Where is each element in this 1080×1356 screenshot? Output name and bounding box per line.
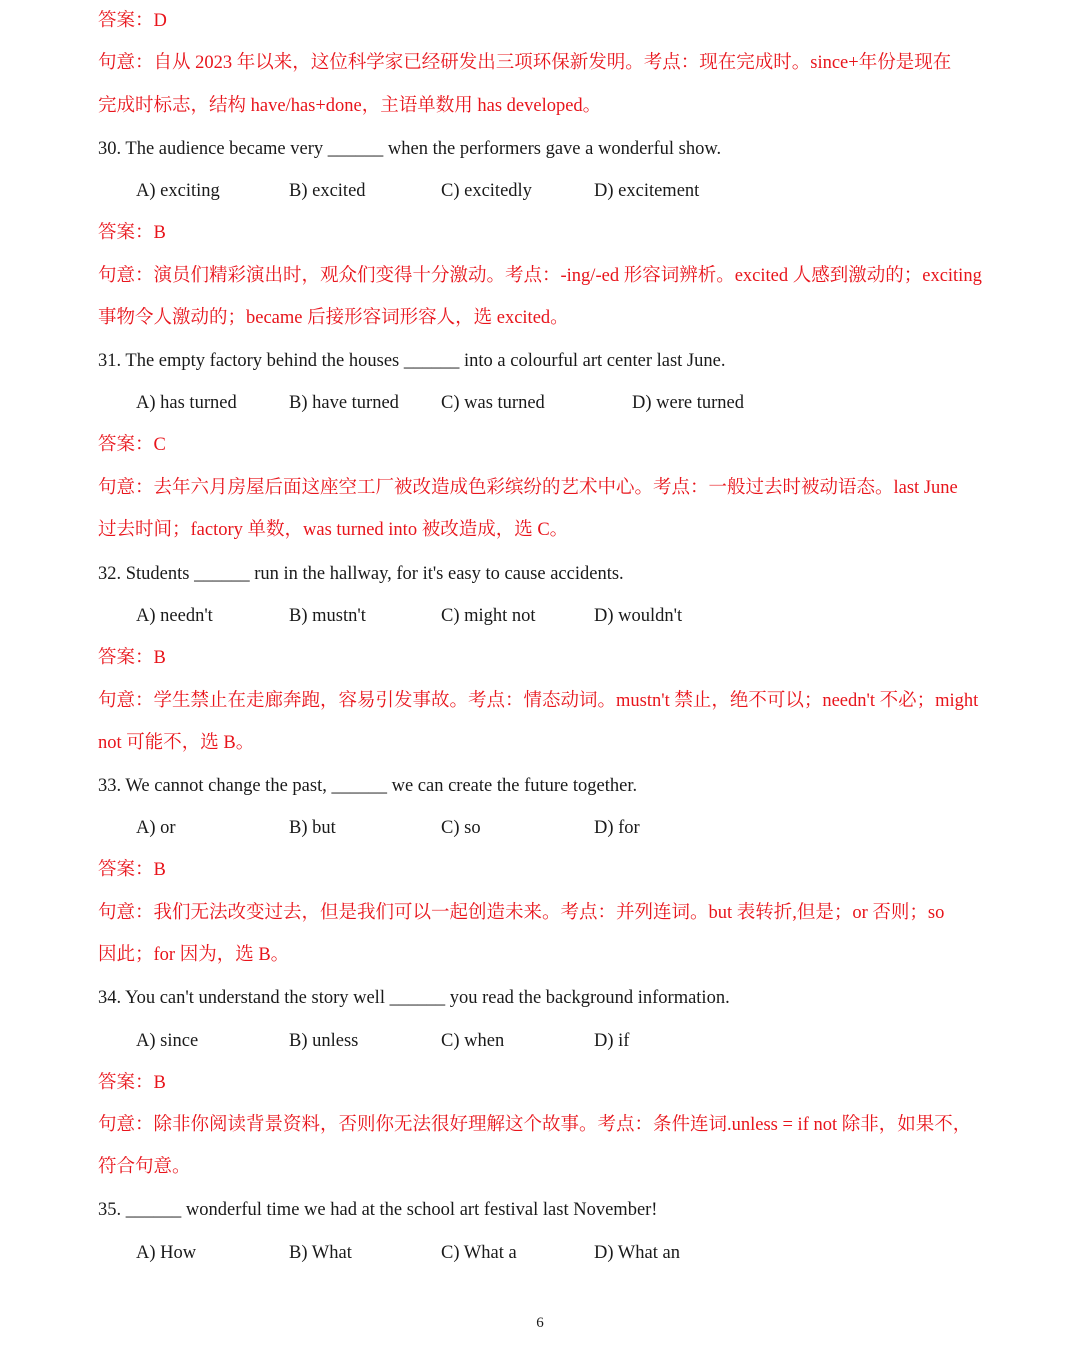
analysis-line: 符合句意。 [98, 1157, 191, 1177]
analysis-line: 句意：我们无法改变过去，但是我们可以一起创造未来。考点：并列连词。but 表转折,但是；or 否则；so [98, 903, 945, 923]
answer-line: 答案：B [98, 648, 166, 668]
answer-line: 答案：B [98, 1073, 166, 1093]
option-c: C) when [441, 1031, 505, 1051]
option-b: B) have turned [289, 393, 399, 413]
answer-line: 答案：C [98, 435, 166, 455]
option-c: C) might not [441, 606, 536, 626]
option-b: B) but [289, 818, 336, 838]
analysis-line: 事物令人激动的；became 后接形容词形容人，选 excited。 [98, 308, 569, 328]
answer-line: 答案：B [98, 860, 166, 880]
question-stem: 31. The empty factory behind the houses ______ into a colourful art center last June. [98, 351, 726, 371]
answer-line: 答案：B [98, 223, 166, 243]
analysis-line: 句意：演员们精彩演出时，观众们变得十分激动。考点：-ing/-ed 形容词辨析。excited 人感到激动的；exciting [98, 266, 982, 286]
option-c: C) so [441, 818, 481, 838]
page-number: 6 [536, 1315, 544, 1331]
option-a: A) exciting [136, 181, 220, 201]
option-b: B) unless [289, 1031, 359, 1051]
option-a: A) or [136, 818, 176, 838]
option-d: D) were turned [632, 393, 744, 413]
analysis-line: 句意：除非你阅读背景资料，否则你无法很好理解这个故事。考点：条件连词.unless = if not 除非，如果不， [98, 1115, 972, 1135]
option-b: B) excited [289, 181, 366, 201]
analysis-line: 句意：学生禁止在走廊奔跑，容易引发事故。考点：情态动词。mustn't 禁止，绝不可以；needn't 不必；might [98, 691, 979, 711]
option-d: D) for [594, 818, 640, 838]
analysis-line: 过去时间；factory 单数，was turned into 被改造成，选 C。 [98, 520, 569, 540]
option-c: C) excitedly [441, 181, 532, 201]
question-stem: 32. Students ______ run in the hallway, for it's easy to cause accidents. [98, 564, 624, 584]
option-d: D) wouldn't [594, 606, 683, 626]
question-stem: 30. The audience became very ______ when the performers gave a wonderful show. [98, 139, 722, 159]
option-a: A) How [136, 1243, 197, 1263]
option-c: C) What a [441, 1243, 517, 1263]
question-stem: 33. We cannot change the past, ______ we can create the future together. [98, 776, 638, 796]
analysis-line: not 可能不，选 B。 [98, 733, 255, 753]
analysis-line: 句意：自从 2023 年以来，这位科学家已经研发出三项环保新发明。考点：现在完成时。since+年份是现在 [98, 53, 952, 73]
analysis-line: 因此；for 因为，选 B。 [98, 945, 290, 965]
analysis-line: 句意：去年六月房屋后面这座空工厂被改造成色彩缤纷的艺术中心。考点：一般过去时被动语态。last June [98, 478, 958, 498]
option-a: A) has turned [136, 393, 237, 413]
question-stem: 34. You can't understand the story well ______ you read the background information. [98, 988, 730, 1008]
answer-line: 答案：D [98, 11, 167, 31]
option-b: B) mustn't [289, 606, 366, 626]
option-d: D) What an [594, 1243, 680, 1263]
option-c: C) was turned [441, 393, 545, 413]
analysis-line: 完成时标志，结构 have/has+done，主语单数用 has developed。 [98, 96, 602, 116]
option-b: B) What [289, 1243, 352, 1263]
option-d: D) excitement [594, 181, 700, 201]
option-a: A) since [136, 1031, 199, 1051]
question-stem: 35. ______ wonderful time we had at the school art festival last November! [98, 1200, 658, 1220]
option-a: A) needn't [136, 606, 213, 626]
option-d: D) if [594, 1031, 630, 1051]
